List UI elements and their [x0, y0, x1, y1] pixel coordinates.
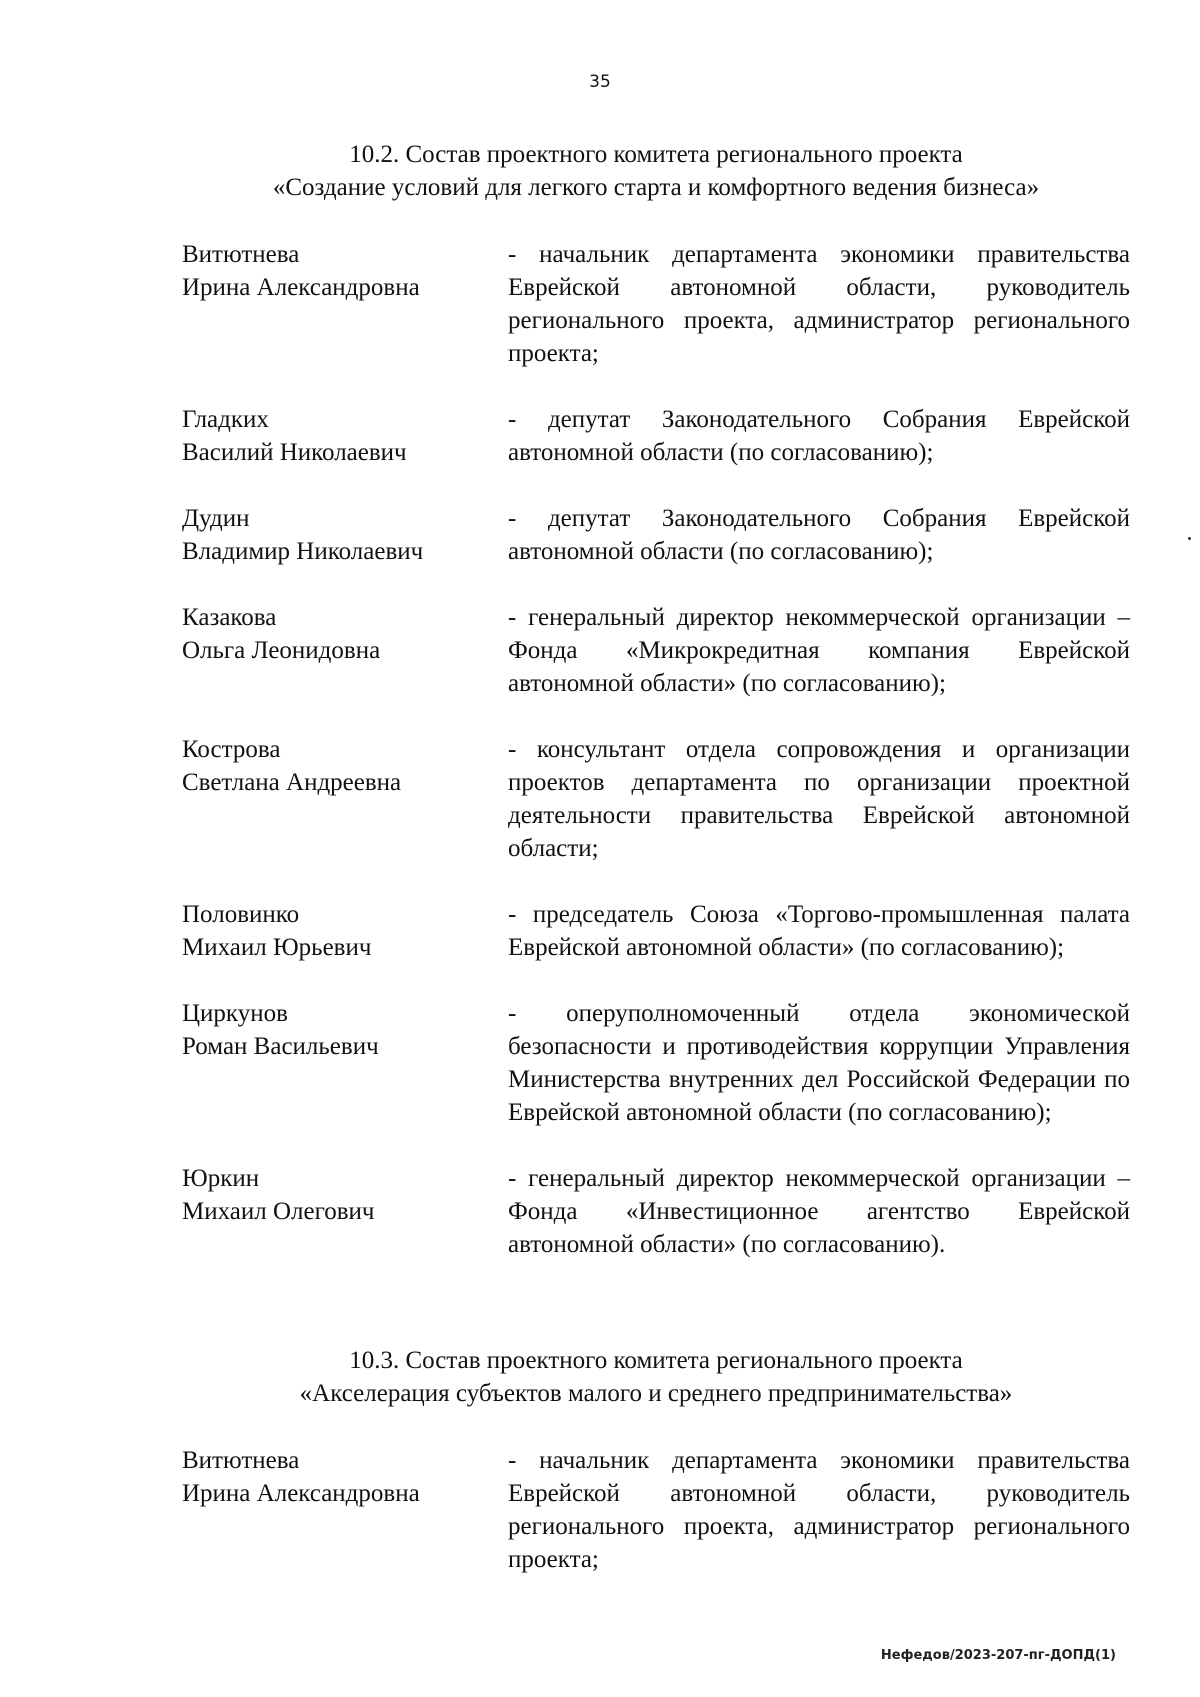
- member-role: - председатель Союза «Торгово-промышленная палата Еврейской автономной области» (по согласованию);: [508, 901, 1130, 961]
- section-title-line-2: «Создание условий для легкого старта и комфортного ведения бизнеса»: [272, 174, 1040, 201]
- member-given-names: Владимир Николаевич: [182, 538, 424, 565]
- member-name: [182, 1444, 508, 1576]
- committee-member: [182, 601, 1130, 700]
- section-title-line-2: «Акселерация субъектов малого и среднего предпринимательства»: [299, 1380, 1013, 1407]
- member-name: [182, 238, 508, 370]
- member-role: - консультант отдела сопровождения и организации проектов департамента по организации проектной деятельности правительства Еврейской автономной области;: [508, 736, 1130, 862]
- member-surname: Витютнева: [182, 241, 300, 268]
- scan-artifact-dot: [1188, 537, 1191, 540]
- committee-member: [182, 1444, 1130, 1576]
- member-name: [182, 601, 508, 700]
- member-surname: Половинко: [182, 901, 300, 928]
- member-role: - оперуполномоченный отдела экономической безопасности и противодействия коррупции Управления Министерства внутренних дел Российской Федерации по Еврейской автономной области (по согласованию);: [508, 1000, 1130, 1126]
- committee-section-10-2: [182, 138, 1130, 1294]
- committee-member: [182, 898, 1130, 964]
- member-surname: Дудин: [182, 505, 250, 532]
- member-role: - начальник департамента экономики правительства Еврейской автономной области, руководитель регионального проекта, администратор регионального проекта;: [508, 1447, 1130, 1573]
- member-name: [182, 898, 508, 964]
- member-surname: Кострова: [182, 736, 281, 763]
- member-given-names: Роман Васильевич: [182, 1033, 379, 1060]
- member-name: [182, 502, 508, 568]
- member-role: - генеральный директор некоммерческой организации – Фонда «Инвестиционное агентство Еврейской автономной области» (по согласованию).: [508, 1165, 1130, 1258]
- section-title: [122, 138, 1190, 204]
- member-surname: Юркин: [182, 1165, 260, 1192]
- member-role: - начальник департамента экономики правительства Еврейской автономной области, руководитель регионального проекта, администратор регионального проекта;: [508, 241, 1130, 367]
- committee-member: [182, 502, 1130, 568]
- member-name: [182, 403, 508, 469]
- member-given-names: Михаил Юрьевич: [182, 934, 372, 961]
- member-given-names: Ирина Александровна: [182, 274, 420, 301]
- member-name: [182, 997, 508, 1129]
- page-number: 35: [589, 72, 611, 92]
- committee-member: [182, 997, 1130, 1129]
- member-given-names: Светлана Андреевна: [182, 769, 402, 796]
- member-given-names: Михаил Олегович: [182, 1198, 375, 1225]
- committee-section-10-3: [182, 1344, 1130, 1609]
- committee-member: [182, 403, 1130, 469]
- member-surname: Казакова: [182, 604, 277, 631]
- section-title-line-1: 10.3. Состав проектного комитета регионального проекта: [349, 1347, 963, 1374]
- section-title: [122, 1344, 1190, 1410]
- committee-member: [182, 733, 1130, 865]
- section-title-line-1: 10.2. Состав проектного комитета регионального проекта: [349, 141, 963, 168]
- member-surname: Циркунов: [182, 1000, 288, 1027]
- member-surname: Гладких: [182, 406, 269, 433]
- member-surname: Витютнева: [182, 1447, 300, 1474]
- member-role: - депутат Законодательного Собрания Еврейской автономной области (по согласованию);: [508, 505, 1130, 565]
- committee-member: [182, 1162, 1130, 1261]
- member-name: [182, 733, 508, 865]
- document-registration-code: Нефедов/2023-207-пг-ДОПД(1): [880, 1648, 1116, 1663]
- member-name: [182, 1162, 508, 1261]
- member-given-names: Ирина Александровна: [182, 1480, 420, 1507]
- member-role: - депутат Законодательного Собрания Еврейской автономной области (по согласованию);: [508, 406, 1130, 466]
- committee-member: [182, 238, 1130, 370]
- member-role: - генеральный директор некоммерческой организации – Фонда «Микрокредитная компания Еврейской автономной области» (по согласованию);: [508, 604, 1130, 697]
- member-given-names: Василий Николаевич: [182, 439, 407, 466]
- member-given-names: Ольга Леонидовна: [182, 637, 381, 664]
